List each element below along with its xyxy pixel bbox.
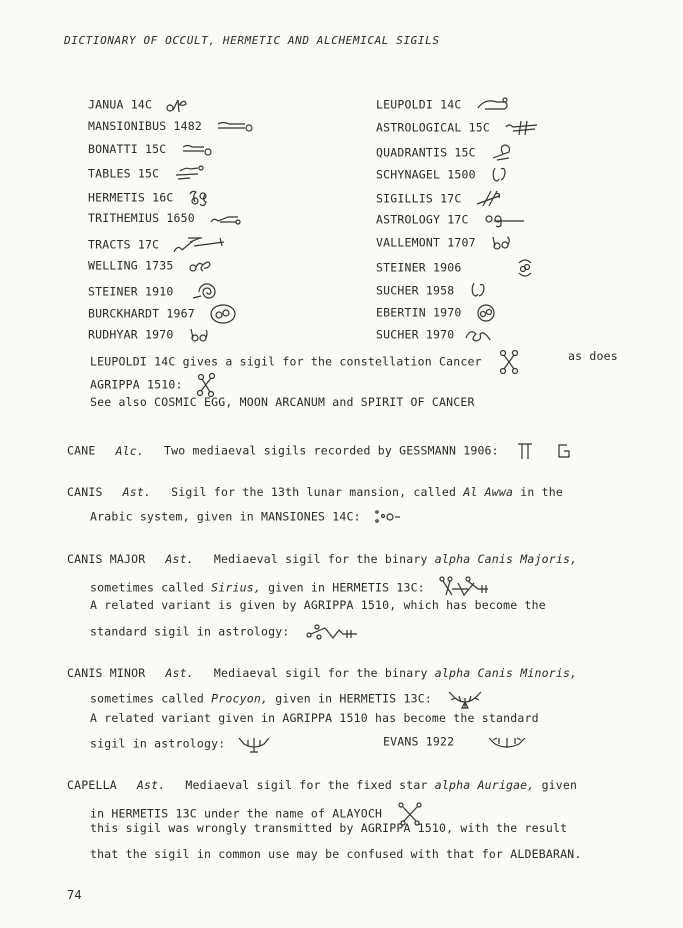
entry-text: Sigil for the 13th lunar mansion, called (171, 485, 457, 499)
source-label: QUADRANTIS 15C (376, 145, 476, 160)
entry-canis-line2 (90, 509, 402, 525)
entry-text: in the (520, 485, 563, 499)
entry-canis-minor-line2 (90, 688, 485, 710)
sigil-glyph (172, 165, 206, 183)
sigil-glyph (187, 280, 231, 304)
list-item (88, 234, 228, 256)
list-item (88, 280, 231, 304)
sigil-glyph (172, 234, 228, 256)
entry-category: Ast. (165, 666, 194, 680)
sigil-glyph (489, 234, 513, 252)
sirius-sigil-agrippa (303, 622, 359, 642)
see-also-line: See also COSMIC EGG, MOON ARCANUM and SPIRIT OF CANCER (90, 395, 475, 409)
list-item (376, 257, 535, 279)
entry-text: given (541, 778, 578, 792)
procyon-sigil-agrippa (236, 734, 272, 754)
entry-text-italic: alpha Canis Majoris, (434, 552, 578, 566)
entry-text: Arabic system, given in MANSIONES 14C: (90, 509, 361, 524)
sigil-glyph (187, 188, 211, 208)
sigil-glyph (187, 326, 211, 344)
entry-cane (67, 441, 571, 461)
source-label: TRACTS 17C (88, 237, 160, 252)
list-item (376, 142, 513, 164)
list-item (88, 165, 206, 183)
entry-text: Mediaeval sigil for the fixed star (185, 778, 428, 792)
entry-capella-line3: this sigil was wrongly transmitted by AGRIPPA 1510, with the result (90, 821, 568, 835)
sigil-glyph (475, 303, 497, 323)
running-header: DICTIONARY OF OCCULT, HERMETIC AND ALCHEMICAL SIGILS (64, 34, 440, 47)
entry-text-italic: Procyon, (211, 691, 269, 706)
entry-text: Mediaeval sigil for the binary (213, 666, 428, 680)
list-item (376, 119, 539, 137)
entry-text: sigil in astrology: (90, 736, 226, 751)
list-item (88, 96, 189, 114)
entry-canis-major-line3: A related variant is given by AGRIPPA 1510, which has become the (90, 598, 546, 612)
list-item (88, 326, 211, 344)
cancer-sigil-leupoldi (499, 349, 519, 375)
source-label: JANUA 14C (88, 97, 153, 112)
list-item (88, 142, 214, 157)
page-number: 74 (67, 888, 82, 902)
sigil-glyph (468, 280, 488, 302)
list-item (88, 303, 238, 325)
source-label: BURCKHARDT 1967 (88, 306, 195, 321)
entry-text-italic: alpha Aurigae, (434, 778, 535, 792)
canis-sigil (374, 509, 402, 525)
list-item (376, 165, 509, 185)
entry-category: Alc. (115, 443, 144, 458)
source-label: EVANS 1922 (383, 734, 455, 749)
entry-text-italic: Al Awwa (463, 485, 514, 499)
cane-sigil-1 (516, 441, 534, 461)
entry-title: CAPELLA (67, 778, 117, 792)
entry-title: CANE (67, 443, 96, 458)
entry-capella-line4: that the sigil in common use may be confused with that for ALDEBARAN. (90, 847, 582, 861)
entry-canis-major-line4 (90, 622, 359, 642)
source-label: RUDHYAR 1970 (88, 327, 174, 342)
entry-text: in HERMETIS 13C under the name of ALAYOCH (90, 806, 383, 821)
entry-text: sometimes called (90, 580, 204, 595)
source-label: HERMETIS 16C (88, 190, 174, 205)
sigil-glyph (208, 303, 238, 325)
source-label: STEINER 1906 (376, 260, 462, 275)
entry-canis (67, 485, 563, 499)
sigil-glyph (515, 257, 535, 279)
sigil-glyph (187, 257, 213, 275)
list-item (376, 96, 511, 114)
entry-category: Ast. (136, 778, 166, 792)
note-text: LEUPOLDI 14C gives a sigil for the constellation Cancer (90, 354, 482, 369)
entry-text: sometimes called (90, 691, 204, 706)
entry-title: CANIS MINOR (67, 666, 146, 680)
note-text: as does (568, 349, 618, 363)
cane-sigil-2 (555, 441, 571, 461)
list-item (376, 211, 526, 229)
entry-canis-minor-line4 (90, 734, 272, 754)
sigil-glyph (475, 96, 511, 114)
list-item (88, 257, 213, 275)
entry-text: Mediaeval sigil for the binary (213, 552, 428, 566)
source-label: MANSIONIBUS 1482 (88, 119, 202, 133)
entry-text-italic: alpha Canis Minoris, (434, 666, 578, 680)
list-item (88, 119, 255, 134)
procyon-sigil-evans (487, 734, 527, 750)
sigil-glyph (208, 212, 242, 226)
source-label: LEUPOLDI 14C (376, 97, 462, 112)
source-label: VALLEMONT 1707 (376, 235, 476, 250)
entry-text: given in HERMETIS 13C: (268, 580, 425, 595)
note-text: AGRIPPA 1510: (90, 377, 183, 392)
sigil-glyph (503, 119, 539, 137)
entry-canis-major (67, 552, 577, 566)
entry-text-italic: Sirius, (211, 580, 261, 595)
list-item (88, 188, 211, 208)
source-label: ASTROLOGY 17C (376, 212, 469, 227)
list-item (376, 234, 513, 252)
sigil-glyph (464, 326, 492, 344)
source-label: WELLING 1735 (88, 258, 174, 273)
entry-text: Two mediaeval sigils recorded by GESSMANN 1906: (164, 443, 499, 458)
entry-category: Ast. (165, 552, 194, 566)
source-label: EBERTIN 1970 (376, 305, 462, 320)
sigil-glyph (165, 96, 189, 114)
sigil-glyph (215, 120, 255, 134)
source-label: TRITHEMIUS 1650 (88, 211, 195, 225)
entry-text: given in HERMETIS 13C: (275, 691, 432, 706)
list-item (376, 188, 503, 210)
entry-category: Ast. (122, 485, 152, 499)
procyon-sigil-hermetis (445, 688, 485, 710)
sigil-glyph (475, 188, 503, 210)
entry-capella (67, 778, 577, 792)
entry-canis-minor-line3: A related variant given in AGRIPPA 1510 has become the standard (90, 711, 539, 725)
source-label: BONATTI 15C (88, 142, 167, 156)
list-item (376, 280, 488, 302)
entry-title: CANIS (67, 485, 103, 499)
source-label: SUCHER 1970 (376, 327, 455, 342)
list-item (376, 303, 497, 323)
source-label: SUCHER 1958 (376, 283, 455, 298)
sigil-glyph (489, 165, 509, 185)
sigil-glyph (489, 142, 513, 164)
list-item (88, 211, 242, 226)
source-label: ASTROLOGICAL 15C (376, 120, 490, 135)
entry-text: standard sigil in astrology: (90, 624, 290, 639)
source-label: SCHYNAGEL 1500 (376, 167, 476, 182)
source-label: STEINER 1910 (88, 284, 174, 299)
source-label: TABLES 15C (88, 166, 160, 181)
source-label: SIGILLIS 17C (376, 191, 462, 206)
entry-canis-minor (67, 666, 577, 680)
sigil-glyph (180, 143, 214, 157)
evans-source (383, 734, 527, 750)
list-item (376, 326, 492, 344)
sigil-glyph (482, 211, 526, 229)
entry-title: CANIS MAJOR (67, 552, 146, 566)
